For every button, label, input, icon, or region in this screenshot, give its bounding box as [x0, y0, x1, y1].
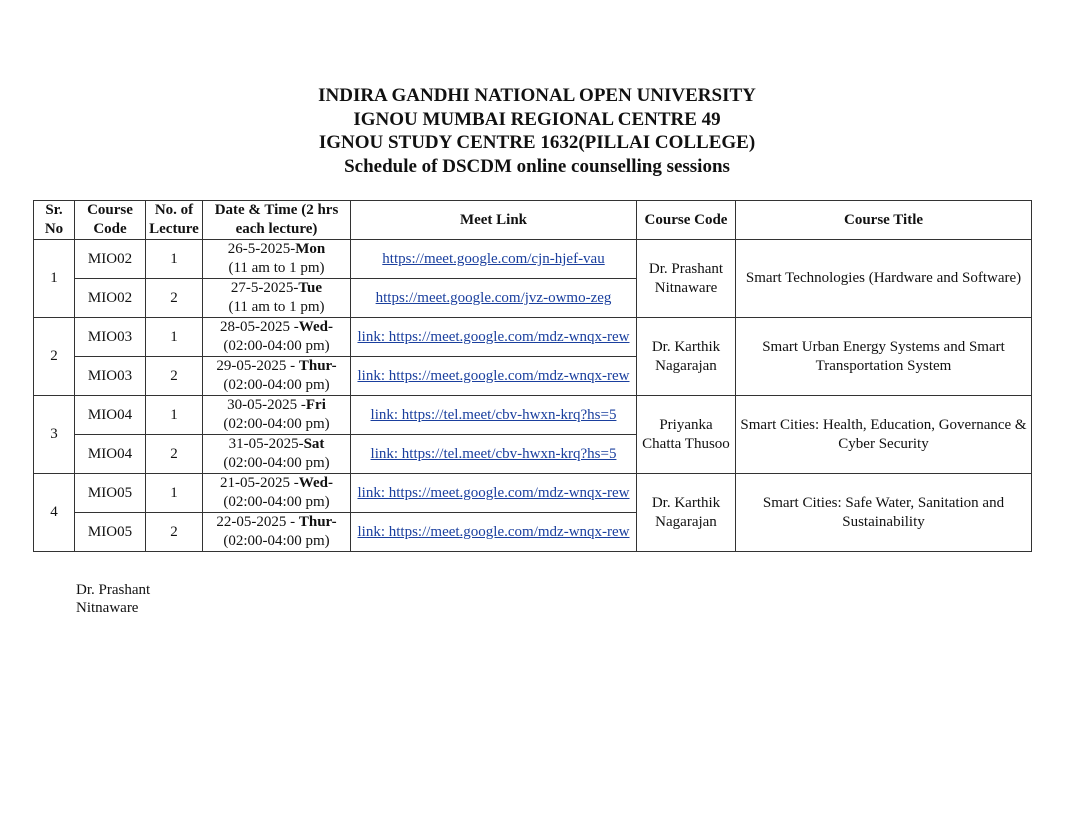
- schedule-title: Schedule of DSCDM online counselling sessions: [344, 155, 730, 177]
- time-text: (02:00-04:00 pm): [223, 338, 330, 354]
- day-text: Tue: [298, 280, 323, 296]
- meet-link-cell: [351, 513, 637, 552]
- university-name: INDIRA GANDHI NATIONAL OPEN UNIVERSITY: [318, 85, 756, 106]
- lecture-cell: 1: [146, 474, 203, 513]
- time-text: (02:00-04:00 pm): [223, 377, 330, 393]
- col-no-of-lecture: No. of Lecture: [146, 201, 203, 240]
- sr-no-cell: 4: [34, 474, 75, 552]
- time-text: (02:00-04:00 pm): [223, 416, 330, 432]
- course-code-cell: MIO05: [75, 513, 146, 552]
- date-line: [204, 318, 349, 337]
- col-course-code: Course Code: [75, 201, 146, 240]
- day-text: Mon: [295, 241, 326, 257]
- time-text: (02:00-04:00 pm): [223, 455, 330, 471]
- lecture-cell: 2: [146, 357, 203, 396]
- lecture-cell: 1: [146, 240, 203, 279]
- date-time-cell: [203, 435, 351, 474]
- time-text: (02:00-04:00 pm): [223, 533, 330, 549]
- col-course-title: Course Title: [736, 201, 1032, 240]
- date-line: [204, 240, 349, 259]
- date-line: [204, 396, 349, 415]
- date-line: [204, 513, 349, 532]
- course-code-cell: MIO02: [75, 240, 146, 279]
- signatory-line2: Nitnaware: [76, 600, 139, 616]
- col-sr-no: Sr. No: [34, 201, 75, 240]
- day-text: Sat: [303, 436, 325, 452]
- meet-link[interactable]: link: https://meet.google.com/mdz-wnqx-rew: [357, 485, 630, 501]
- course-code-cell: MIO02: [75, 279, 146, 318]
- sr-no-cell: 3: [34, 396, 75, 474]
- date-line: [204, 357, 349, 376]
- lecture-cell: 2: [146, 279, 203, 318]
- date-text: 28-05-2025 -: [220, 319, 299, 335]
- meet-link[interactable]: link: https://meet.google.com/mdz-wnqx-rew: [357, 329, 630, 345]
- course-title-cell: Smart Cities: Safe Water, Sanitation and Sustainability: [736, 474, 1032, 552]
- course-code-cell: MIO05: [75, 474, 146, 513]
- course-title-cell: Smart Cities: Health, Education, Governance & Cyber Security: [736, 396, 1032, 474]
- day-text: Thur-: [298, 358, 337, 374]
- signatory: [76, 581, 150, 617]
- table-row: [34, 474, 1032, 513]
- date-text: 27-5-2025-: [230, 280, 299, 296]
- meet-link[interactable]: https://meet.google.com/cjn-hjef-vau: [382, 251, 605, 267]
- col-meet-link: Meet Link: [351, 201, 637, 240]
- course-title-cell: Smart Technologies (Hardware and Software): [736, 240, 1032, 318]
- date-time-cell: [203, 318, 351, 357]
- lecture-cell: 2: [146, 435, 203, 474]
- faculty-cell: Dr. Karthik Nagarajan: [637, 474, 736, 552]
- date-line: [204, 435, 349, 454]
- sr-no-cell: 2: [34, 318, 75, 396]
- date-time-cell: [203, 279, 351, 318]
- meet-link-cell: [351, 396, 637, 435]
- meet-link[interactable]: link: https://tel.meet/cbv-hwxn-krq?hs=5: [370, 407, 617, 423]
- meet-link[interactable]: link: https://meet.google.com/mdz-wnqx-rew: [357, 524, 630, 540]
- col-date-time: Date & Time (2 hrs each lecture): [203, 201, 351, 240]
- meet-link-cell: [351, 357, 637, 396]
- faculty-cell: Dr. Karthik Nagarajan: [637, 318, 736, 396]
- lecture-cell: 1: [146, 396, 203, 435]
- col-course-code-2: Course Code: [637, 201, 736, 240]
- table-header-row: [34, 201, 1032, 240]
- faculty-cell: Dr. Prashant Nitnaware: [637, 240, 736, 318]
- date-time-cell: [203, 240, 351, 279]
- lecture-cell: 2: [146, 513, 203, 552]
- signatory-line1: Dr. Prashant: [76, 582, 151, 598]
- regional-centre: IGNOU MUMBAI REGIONAL CENTRE 49: [353, 108, 721, 130]
- date-line: [204, 279, 349, 298]
- course-code-cell: MIO03: [75, 357, 146, 396]
- course-code-cell: MIO04: [75, 435, 146, 474]
- meet-link[interactable]: link: https://tel.meet/cbv-hwxn-krq?hs=5: [370, 446, 617, 462]
- day-text: Wed-: [298, 319, 333, 335]
- meet-link-cell: [351, 474, 637, 513]
- time-text: (11 am to 1 pm): [228, 299, 325, 315]
- date-time-cell: [203, 474, 351, 513]
- day-text: Thur-: [298, 514, 337, 530]
- sr-no-cell: 1: [34, 240, 75, 318]
- table-row: [34, 318, 1032, 357]
- date-text: 31-05-2025-: [228, 436, 304, 452]
- lecture-cell: 1: [146, 318, 203, 357]
- meet-link-cell: [351, 279, 637, 318]
- date-text: 29-05-2025 -: [216, 358, 299, 374]
- meet-link-cell: [351, 240, 637, 279]
- time-text: (02:00-04:00 pm): [223, 494, 330, 510]
- faculty-cell: Priyanka Chatta Thusoo: [637, 396, 736, 474]
- meet-link[interactable]: link: https://meet.google.com/mdz-wnqx-rew: [357, 368, 630, 384]
- meet-link-cell: [351, 318, 637, 357]
- date-text: 21-05-2025 -: [220, 475, 299, 491]
- date-text: 30-05-2025 -: [227, 397, 306, 413]
- meet-link-cell: [351, 435, 637, 474]
- study-centre: IGNOU STUDY CENTRE 1632(PILLAI COLLEGE): [318, 132, 756, 153]
- date-text: 26-5-2025-: [227, 241, 296, 257]
- course-code-cell: MIO04: [75, 396, 146, 435]
- date-time-cell: [203, 396, 351, 435]
- meet-link[interactable]: https://meet.google.com/jvz-owmo-zeg: [375, 290, 612, 306]
- date-time-cell: [203, 513, 351, 552]
- day-text: Fri: [305, 397, 326, 413]
- course-code-cell: MIO03: [75, 318, 146, 357]
- day-text: Wed-: [298, 475, 333, 491]
- date-text: 22-05-2025 -: [216, 514, 299, 530]
- date-time-cell: [203, 357, 351, 396]
- table-row: [34, 396, 1032, 435]
- time-text: (11 am to 1 pm): [228, 260, 325, 276]
- table-row: [34, 240, 1032, 279]
- course-title-cell: Smart Urban Energy Systems and Smart Transportation System: [736, 318, 1032, 396]
- document-header: [0, 84, 1074, 178]
- date-line: [204, 474, 349, 493]
- schedule-table: [33, 200, 1032, 552]
